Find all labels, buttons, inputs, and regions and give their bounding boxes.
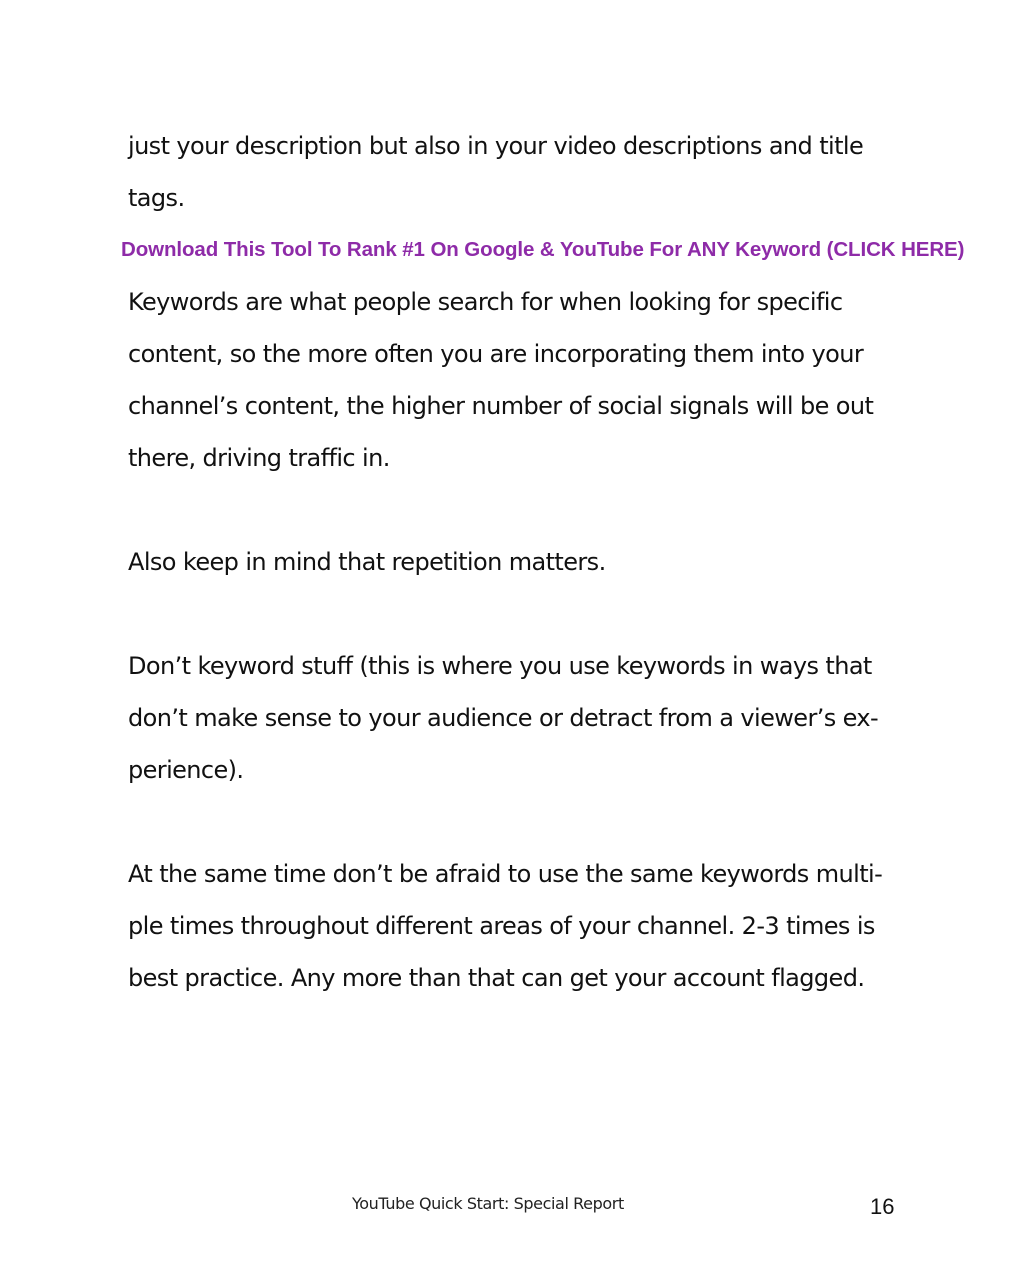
body-text-line: don’t make sense to your audience or detract from a viewer’s ex- xyxy=(128,704,879,732)
body-text-line: there, driving traffic in. xyxy=(128,444,390,472)
body-text-line: perience). xyxy=(128,756,244,784)
body-text-line: content, so the more often you are incorporating them into your xyxy=(128,340,864,368)
download-tool-link[interactable]: Download This Tool To Rank #1 On Google & YouTube For ANY Keyword (CLICK HERE) xyxy=(121,238,965,261)
footer-title: YouTube Quick Start: Special Report xyxy=(352,1194,624,1213)
body-text-line: best practice. Any more than that can get your account flagged. xyxy=(128,964,865,992)
body-text-line: channel’s content, the higher number of social signals will be out xyxy=(128,392,874,420)
body-text-line: Don’t keyword stuff (this is where you use keywords in ways that xyxy=(128,652,872,680)
body-text-line: tags. xyxy=(128,184,185,212)
body-text-line: Also keep in mind that repetition matters. xyxy=(128,548,606,576)
body-text-line: just your description but also in your video descriptions and title xyxy=(128,132,864,160)
page-number: 16 xyxy=(870,1194,895,1219)
body-text-line: ple times throughout different areas of your channel. 2-3 times is xyxy=(128,912,875,940)
body-text-line: Keywords are what people search for when looking for specific xyxy=(128,288,843,316)
body-text-line: At the same time don’t be afraid to use the same keywords multi- xyxy=(128,860,883,888)
